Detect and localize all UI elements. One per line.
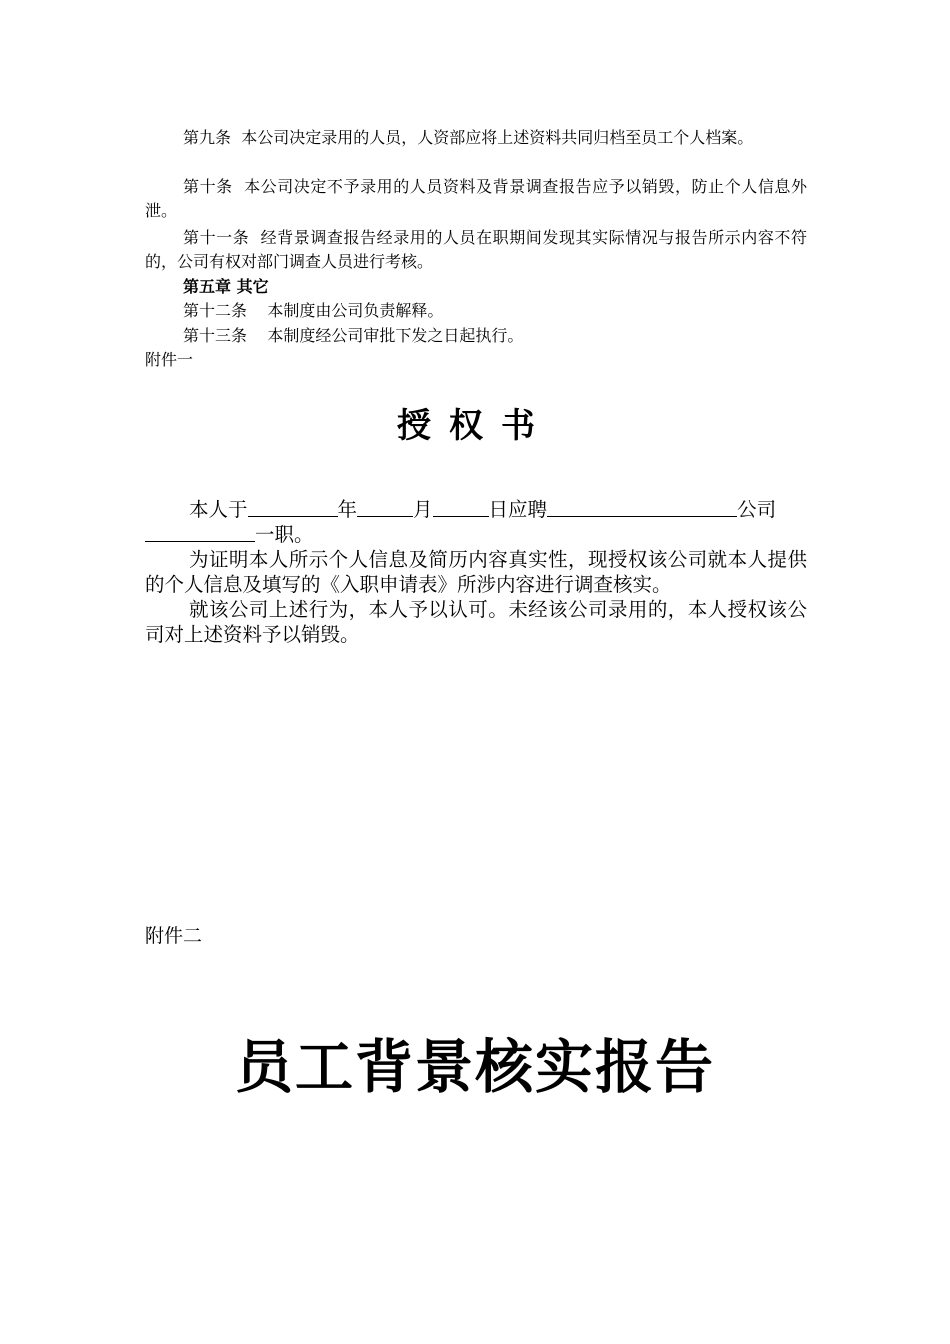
article-9	[145, 126, 807, 150]
year-label: 年	[337, 498, 358, 521]
month-label: 月	[413, 498, 433, 521]
position-suffix: 一职。	[255, 523, 314, 546]
authorization-para-2: 为证明本人所示个人信息及简历内容真实性，现授权该公司就本人提供的个人信息及填写的《入职申请表》所涉内容进行调查核实。	[145, 548, 807, 596]
article-12	[145, 299, 807, 323]
position-blank[interactable]	[145, 522, 255, 542]
month-blank[interactable]	[357, 497, 413, 517]
authorization-para-3: 就该公司上述行为，本人予以认可。未经该公司录用的，本人授权该公司对上述资料予以销毁。	[145, 598, 807, 646]
article-9-label: 第九条	[183, 128, 232, 147]
day-apply-label: 日应聘	[488, 498, 548, 521]
article-9-text: 本公司决定录用的人员，人资部应将上述资料共同归档至员工个人档案。	[241, 128, 754, 147]
year-blank[interactable]	[248, 497, 338, 517]
background-report-title: 员工背景核实报告	[234, 1033, 715, 1101]
day-blank[interactable]	[433, 497, 489, 517]
attachment-1-label: 附件一	[145, 350, 194, 369]
article-10-text: 本公司决定不予录用的人员资料及背景调查报告应予以销毁，防止个人信息外泄。	[145, 177, 807, 220]
article-12-text: 本制度由公司负责解释。	[267, 301, 444, 320]
article-11-text: 经背景调查报告经录用的人员在职期间发现其实际情况与报告所示内容不符的，公司有权对部门调查人员进行考核。	[145, 228, 807, 271]
article-12-label: 第十二条	[183, 301, 248, 320]
article-11-label: 第十一条	[183, 228, 250, 247]
article-13-text: 本制度经公司审批下发之日起执行。	[267, 326, 524, 345]
article-11	[145, 226, 807, 274]
attachment-2-label: 附件二	[145, 925, 203, 947]
company-blank[interactable]	[547, 497, 737, 517]
article-10	[145, 175, 807, 223]
authorization-title: 授权书	[397, 406, 553, 446]
authorization-line-1	[145, 497, 807, 522]
chapter-5-heading: 第五章 其它	[183, 277, 269, 296]
company-label: 公司	[737, 498, 777, 521]
line1-prefix: 本人于	[189, 498, 248, 521]
authorization-body	[145, 497, 807, 647]
article-13-label: 第十三条	[183, 326, 248, 345]
article-13	[145, 324, 807, 348]
article-10-label: 第十条	[183, 177, 233, 196]
authorization-line-2	[145, 522, 807, 547]
